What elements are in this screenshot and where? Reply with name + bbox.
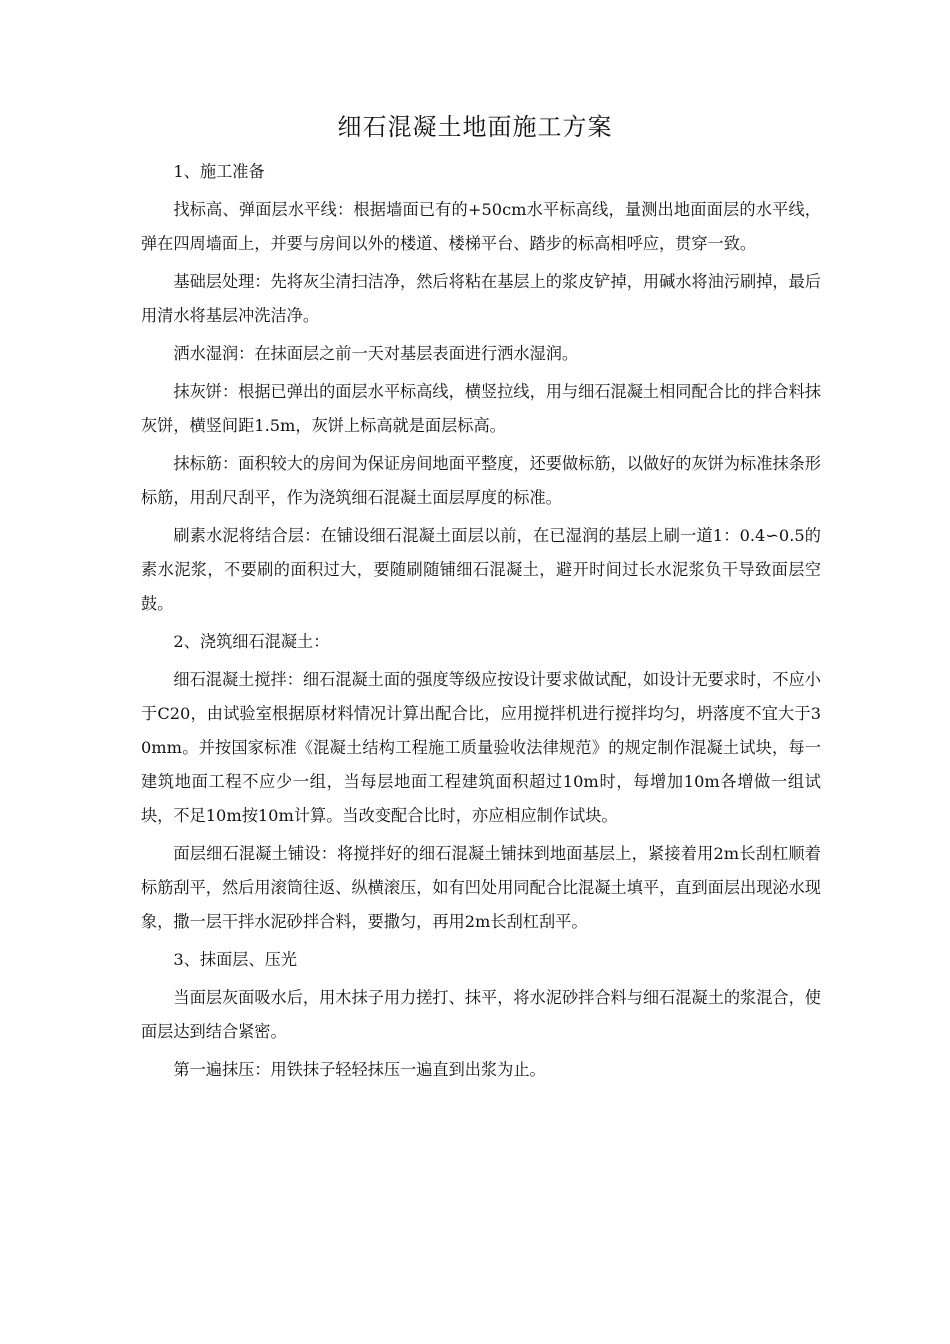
document-body [141, 155, 821, 1091]
paragraph-concrete-mixing: 细石混凝土搅拌：细石混凝土面的强度等级应按设计要求做试配，如设计无要求时，不应小于C20，由试验室根据原材料情况计算出配合比，应用搅拌机进行搅拌均匀，坍落度不宜大于30mm。并按国家标准《混凝土结构工程施工质量验收法律规范》的规定制作混凝土试块，每一建筑地面工程不应少一组，当每层地面工程建筑面积超过10m时，每增加10m各增做一组试块，不足10m按10m计算。当改变配合比时，亦应相应制作试块。 [141, 670, 821, 825]
paragraph-bonding-layer: 刷素水泥将结合层：在铺设细石混凝土面层以前，在已湿润的基层上刷一道1：0.4∽0.5的素水泥浆，不要刷的面积过大，要随刷随铺细石混凝土，避开时间过长水泥浆负干导致面层空鼓。 [141, 526, 821, 613]
document-title: 细石混凝土地面施工方案 [337, 113, 613, 141]
section-heading-2: 2、浇筑细石混凝土： [173, 632, 330, 651]
paragraph-concrete-laying: 面层细石混凝土铺设：将搅拌好的细石混凝土铺抹到地面基层上，紧接着用2m长刮杠顺着标筋刮平，然后用滚筒往返、纵横滚压，如有凹处用同配合比混凝土填平，直到面层出现泌水现象，撒一层干拌水泥砂拌合料，要撒匀，再用2m长刮杠刮平。 [141, 844, 821, 931]
paragraph-surface-finishing: 当面层灰面吸水后，用木抹子用力搓打、抹平，将水泥砂拌合料与细石混凝土的浆混合，使面层达到结合紧密。 [141, 988, 821, 1041]
paragraph-elevation-lines: 找标高、弹面层水平线：根据墙面已有的+50cm水平标高线，量测出地面面层的水平线，弹在四周墙面上，并要与房间以外的楼道、楼梯平台、踏步的标高相呼应，贯穿一致。 [141, 200, 821, 253]
paragraph-wetting: 洒水湿润：在抹面层之前一天对基层表面进行洒水湿润。 [173, 344, 579, 363]
paragraph-screed-strips: 抹标筋：面积较大的房间为保证房间地面平整度，还要做标筋，以做好的灰饼为标准抹条形标筋，用刮尺刮平，作为浇筑细石混凝土面层厚度的标准。 [141, 454, 821, 507]
paragraph-base-treatment: 基础层处理：先将灰尘清扫洁净，然后将粘在基层上的浆皮铲掉，用碱水将油污刷掉，最后用清水将基层冲洗洁净。 [141, 272, 821, 325]
paragraph-first-troweling: 第一遍抹压：用铁抹子轻轻抹压一遍直到出浆为止。 [173, 1060, 546, 1079]
paragraph-plaster-cakes: 抹灰饼：根据已弹出的面层水平标高线，横竖拉线，用与细石混凝土相同配合比的拌合料抹灰饼，横竖间距1.5m，灰饼上标高就是面层标高。 [141, 382, 821, 435]
section-heading-3: 3、抹面层、压光 [173, 950, 298, 969]
section-heading-1: 1、施工准备 [173, 162, 265, 181]
